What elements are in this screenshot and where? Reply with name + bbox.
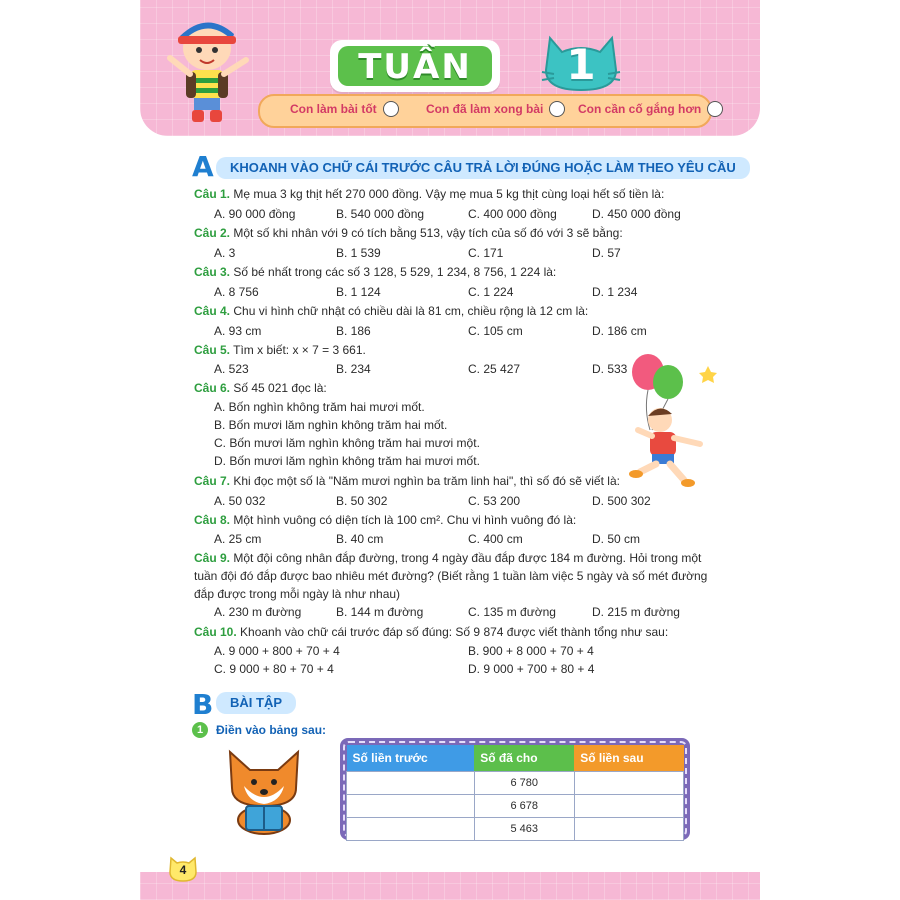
header-previous: Số liền trước — [347, 745, 475, 772]
page-number-badge — [168, 856, 198, 882]
eval-try-harder[interactable] — [578, 101, 723, 117]
page-footer — [140, 872, 760, 900]
table-row — [347, 772, 684, 795]
question-9-line-2: tuần đội đó đắp được bao nhiêu mét đường? (Biết rằng 1 tuần làm việc 5 ngày và số mét đường — [194, 569, 708, 583]
q10-option-b[interactable]: B. 900 + 8 000 + 70 + 4 — [468, 644, 594, 658]
q1-option-b[interactable]: B. 540 000 đồng — [336, 207, 425, 221]
q6-option-d[interactable]: D. Bốn mươi lăm nghìn không trăm hai mươi mốt. — [214, 454, 480, 468]
eval-done-label: Con đã làm xong bài — [426, 102, 544, 116]
q8-option-a[interactable]: A. 25 cm — [214, 532, 262, 546]
q5-option-c[interactable]: C. 25 427 — [468, 362, 521, 376]
cell-previous-input[interactable] — [347, 795, 475, 818]
week-number-badge — [536, 28, 626, 94]
q3-option-d[interactable]: D. 1 234 — [592, 285, 638, 299]
q1-option-c[interactable]: C. 400 000 đồng — [468, 207, 557, 221]
q10-option-a[interactable]: A. 9 000 + 800 + 70 + 4 — [214, 644, 340, 658]
q4-option-a[interactable]: A. 93 cm — [214, 324, 262, 338]
q9-option-d[interactable]: D. 215 m đường — [592, 605, 680, 619]
q4-option-b[interactable]: B. 186 — [336, 324, 371, 338]
q6-option-c[interactable]: C. Bốn mươi lăm nghìn không trăm hai mươi một. — [214, 436, 480, 450]
exercise-title: Điền vào bảng sau: — [216, 723, 327, 737]
eval-good-checkbox[interactable] — [383, 101, 399, 117]
fox-reading-illustration — [216, 742, 312, 838]
table-row — [347, 818, 684, 841]
q7-option-b[interactable]: B. 50 302 — [336, 494, 388, 508]
q6-option-a[interactable]: A. Bốn nghìn không trăm hai mươi mốt. — [214, 400, 425, 414]
question-1: Câu 1. Mẹ mua 3 kg thịt hết 270 000 đồng. Vậy mẹ mua 5 kg thịt cùng loại hết số tiền là: — [194, 187, 665, 201]
question-7: Câu 7. Khi đọc một số là "Năm mươi nghìn ba trăm linh hai", thì số đó sẽ viết là: — [194, 474, 620, 488]
q10-option-d[interactable]: D. 9 000 + 700 + 80 + 4 — [468, 662, 595, 676]
q1-option-a[interactable]: A. 90 000 đồng — [214, 207, 296, 221]
table-header-row — [347, 745, 684, 772]
week-title-box — [330, 40, 500, 92]
q5-option-a[interactable]: A. 523 — [214, 362, 249, 376]
q9-option-a[interactable]: A. 230 m đường — [214, 605, 302, 619]
self-evaluation-bar — [258, 94, 712, 128]
q8-option-c[interactable]: C. 400 cm — [468, 532, 523, 546]
q10-option-c[interactable]: C. 9 000 + 80 + 70 + 4 — [214, 662, 334, 676]
question-4: Câu 4. Chu vi hình chữ nhật có chiều dài là 81 cm, chiều rộng là 12 cm là: — [194, 304, 589, 318]
q4-option-d[interactable]: D. 186 cm — [592, 324, 647, 338]
eval-done-checkbox[interactable] — [549, 101, 565, 117]
question-3: Câu 3. Số bé nhất trong các số 3 128, 5 529, 1 234, 8 756, 1 224 là: — [194, 265, 557, 279]
section-a-title: KHOANH VÀO CHỮ CÁI TRƯỚC CÂU TRẢ LỜI ĐÚNG HOẶC LÀM THEO YÊU CẦU — [216, 157, 750, 179]
balloon-boy-illustration — [604, 352, 728, 492]
q2-option-d[interactable]: D. 57 — [592, 246, 621, 260]
section-a-letter: A — [192, 150, 214, 183]
q3-option-a[interactable]: A. 8 756 — [214, 285, 259, 299]
cell-next-input[interactable] — [574, 818, 683, 841]
week-title: TUẦN — [338, 46, 492, 86]
header-given: Số đã cho — [474, 745, 574, 772]
section-b-title: BÀI TẬP — [216, 692, 296, 714]
section-b-letter: B — [192, 688, 214, 721]
eval-done[interactable] — [426, 101, 565, 117]
page-header — [140, 0, 760, 136]
eval-good-label: Con làm bài tốt — [290, 102, 377, 116]
workbook-page — [140, 0, 760, 900]
week-number: 1 — [566, 40, 596, 89]
q7-option-d[interactable]: D. 500 302 — [592, 494, 651, 508]
cell-given: 5 463 — [474, 818, 574, 841]
q5-option-d[interactable]: D. 533 — [592, 362, 628, 376]
q6-option-b[interactable]: B. Bốn mươi lăm nghìn không trăm hai mốt. — [214, 418, 448, 432]
cell-next-input[interactable] — [574, 795, 683, 818]
number-table — [346, 745, 684, 841]
cell-given: 6 780 — [474, 772, 574, 795]
question-5: Câu 5. Tìm x biết: x × 7 = 3 661. — [194, 343, 366, 357]
eval-good[interactable] — [290, 101, 399, 117]
q9-option-b[interactable]: B. 144 m đường — [336, 605, 424, 619]
q4-option-c[interactable]: C. 105 cm — [468, 324, 523, 338]
question-9-line-3: đắp được trong mỗi ngày là như nhau) — [194, 587, 401, 601]
question-9: Câu 9. Một đội công nhân đắp đường, trong 4 ngày đầu đắp được 184 m đường. Hỏi trong một — [194, 551, 702, 565]
q3-option-c[interactable]: C. 1 224 — [468, 285, 514, 299]
q7-option-a[interactable]: A. 50 032 — [214, 494, 266, 508]
question-6: Câu 6. Số 45 021 đọc là: — [194, 381, 327, 395]
q5-option-b[interactable]: B. 234 — [336, 362, 371, 376]
q2-option-a[interactable]: A. 3 — [214, 246, 236, 260]
table-row — [347, 795, 684, 818]
question-8: Câu 8. Một hình vuông có diện tích là 100 cm². Chu vi hình vuông đó là: — [194, 513, 577, 527]
eval-try-harder-label: Con cần cố gắng hơn — [578, 102, 702, 116]
header-next: Số liền sau — [574, 745, 683, 772]
cell-given: 6 678 — [474, 795, 574, 818]
q8-option-b[interactable]: B. 40 cm — [336, 532, 384, 546]
q8-option-d[interactable]: D. 50 cm — [592, 532, 641, 546]
boy-illustration — [162, 14, 252, 126]
cell-previous-input[interactable] — [347, 818, 475, 841]
cell-next-input[interactable] — [574, 772, 683, 795]
q3-option-b[interactable]: B. 1 124 — [336, 285, 381, 299]
eval-try-harder-checkbox[interactable] — [707, 101, 723, 117]
q2-option-b[interactable]: B. 1 539 — [336, 246, 381, 260]
q2-option-c[interactable]: C. 171 — [468, 246, 504, 260]
question-2: Câu 2. Một số khi nhân với 9 có tích bằng 513, vậy tích của số đó với 3 sẽ bằng: — [194, 226, 623, 240]
q1-option-d[interactable]: D. 450 000 đồng — [592, 207, 681, 221]
cell-previous-input[interactable] — [347, 772, 475, 795]
question-10: Câu 10. Khoanh vào chữ cái trước đáp số đúng: Số 9 874 được viết thành tổng như sau: — [194, 625, 669, 639]
q9-option-c[interactable]: C. 135 m đường — [468, 605, 556, 619]
q7-option-c[interactable]: C. 53 200 — [468, 494, 521, 508]
page-number: 4 — [179, 863, 187, 877]
exercise-number: 1 — [192, 722, 208, 738]
